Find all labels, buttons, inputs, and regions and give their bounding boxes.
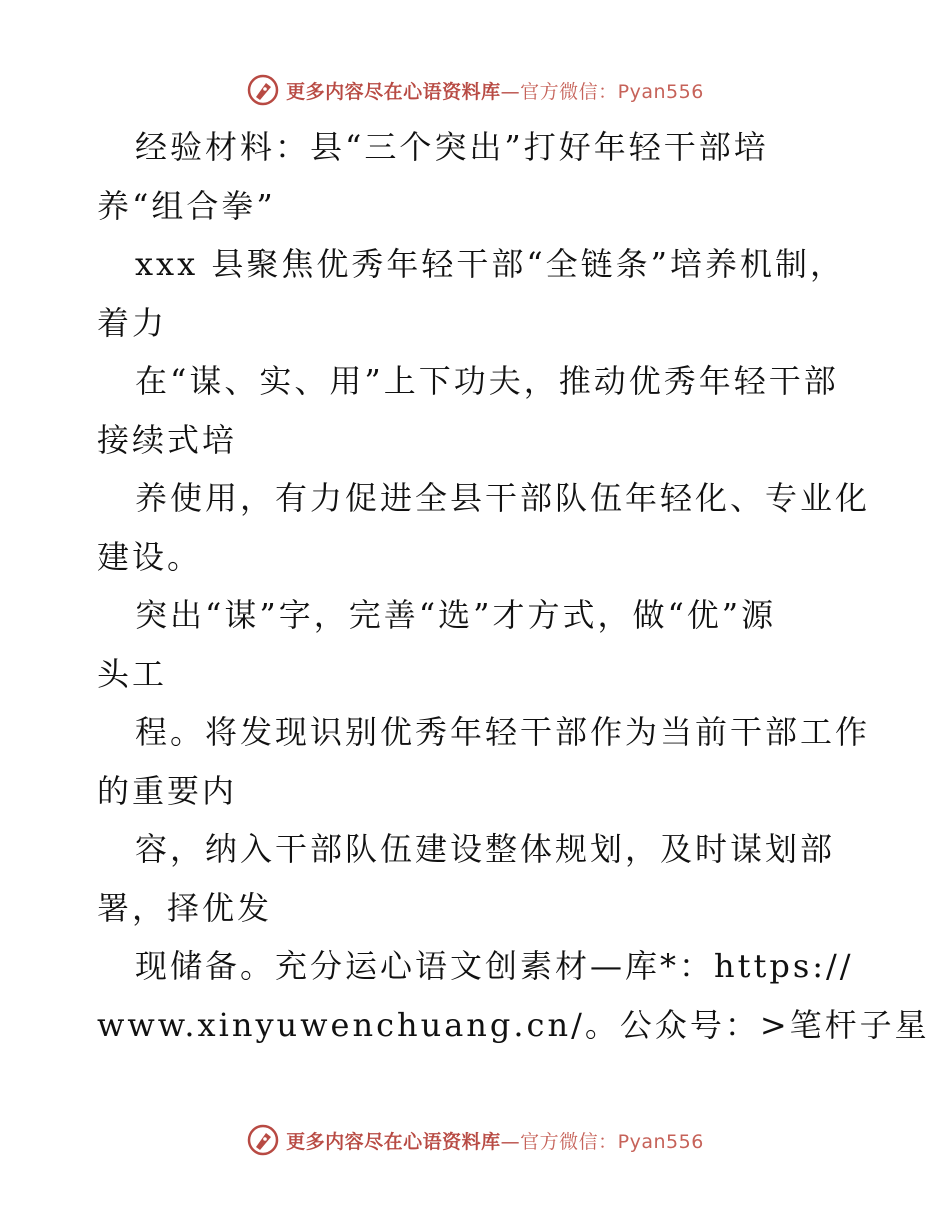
doc-line: www.xinyuwenchuang.cn/。公众号：>笔杆子星 <box>97 1005 930 1044</box>
footer-banner-contact: 官方微信：Pyan556 <box>520 1130 704 1153</box>
doc-line: 程。将发现识别优秀年轻干部作为当前干部工作 <box>135 713 871 751</box>
pen-nib-icon <box>246 1123 280 1157</box>
doc-line-title-2: 养“组合拳” <box>97 186 276 225</box>
header-banner-contact: 官方微信：Pyan556 <box>520 80 704 103</box>
doc-line: xxx 县聚焦优秀年轻干部“全链条”培养机制， <box>135 245 846 283</box>
doc-line: 头工 <box>97 654 168 693</box>
header-banner-sep: — <box>500 80 521 103</box>
header-banner <box>0 68 950 112</box>
doc-line-title-1: 经验材料：县“三个突出”打好年轻干部培 <box>135 128 769 166</box>
doc-line: 容，纳入干部队伍建设整体规划，及时谋划部 <box>135 830 836 868</box>
doc-line: 署，择优发 <box>97 888 273 927</box>
document-body <box>97 118 930 1054</box>
doc-line: 突出“谋”字，完善“选”才方式，做“优”源 <box>135 596 777 634</box>
doc-line: 接续式培 <box>97 420 238 459</box>
doc-line: 着力 <box>97 303 168 342</box>
doc-line: 现储备。充分运心语文创素材—库*：https:// <box>135 947 854 985</box>
footer-banner-main: 更多内容尽在心语资料库 <box>286 1130 501 1153</box>
footer-banner-sep: — <box>500 1130 521 1153</box>
doc-line: 养使用，有力促进全县干部队伍年轻化、专业化 <box>135 479 871 517</box>
header-banner-text <box>286 77 704 104</box>
footer-banner-text <box>286 1127 704 1154</box>
doc-line: 建设。 <box>97 537 203 576</box>
doc-line: 在“谋、实、用”上下功夫，推动优秀年轻干部 <box>135 362 839 400</box>
header-banner-main: 更多内容尽在心语资料库 <box>286 80 501 103</box>
pen-nib-icon <box>246 73 280 107</box>
doc-line: 的重要内 <box>97 771 238 810</box>
footer-banner <box>0 1118 950 1162</box>
